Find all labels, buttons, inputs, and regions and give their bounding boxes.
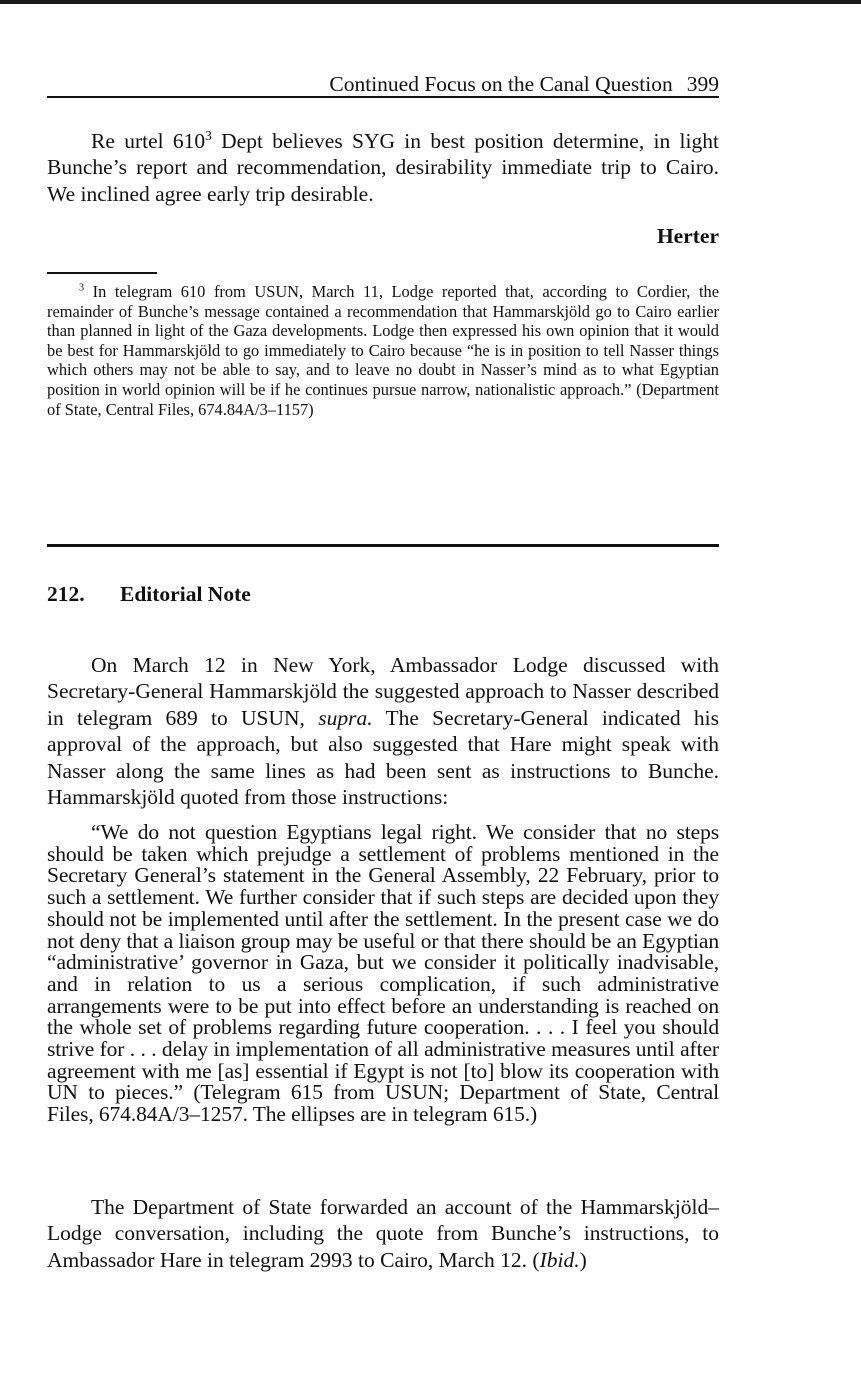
document-title: Editorial Note <box>120 582 251 606</box>
running-head-rule <box>47 96 719 98</box>
footnote-rule <box>47 272 157 274</box>
editorial-paragraph-2 <box>47 1194 719 1273</box>
editorial-text-end: The Secretary-General indicated his approval of the approach, but also suggested that Hare might speak with Nasser along the same lines as had been sent as instructions to Bunche. Hammarskjöld quoted from those instructions: <box>47 705 719 810</box>
editorial-closing-text: The Department of State forwarded an account of the Hammarskjöld–Lodge conversation, including the quote from Bunche’s instructions, to Ambassador Hare in telegram 2993 to Cairo, March 12. ( <box>47 1195 719 1272</box>
telegram-text-start: Re urtel 610 <box>91 129 206 153</box>
supra-reference: supra. <box>318 705 373 730</box>
footnote-marker: 3 <box>79 282 85 294</box>
footnote <box>47 282 719 419</box>
editorial-text-start: On March 12 in New York, Ambassador Lodge discussed with Secretary-General Hammarskjöld the suggested approach to Nasser described in telegram 689 to USUN, <box>47 653 719 730</box>
scan-edge-border <box>0 0 861 4</box>
telegram-paragraph <box>47 128 719 207</box>
running-head <box>47 70 719 98</box>
section-divider <box>47 544 719 547</box>
editorial-paragraph-1 <box>47 652 719 810</box>
document-number: 212. <box>47 582 85 606</box>
page-number: 399 <box>686 72 719 96</box>
running-head-title: Continued Focus on the Canal Question <box>329 72 673 96</box>
signature: Herter <box>656 224 719 248</box>
telegram-text-end: Dept believes SYG in best position determine, in light Bunche’s report and recommendation, desirability immediate trip to Cairo. We inclined agree early trip desirable. <box>47 129 719 206</box>
footnote-text: In telegram 610 from USUN, March 11, Lodge reported that, according to Cordier, the remainder of Bunche’s message contained a recommendation that Hammarskjöld go to Cairo earlier than planned in light of the Gaza developments. Lodge then expressed his own opinion that it would be best for Hammarskjöld to go immediately to Cairo because “he is in position to tell Nasser things which others may not be able to say, and to leave no doubt in Nasser’s mind as to what Egyptian position in world opinion will be if he continues pursue narrow, nationalistic approach.” (Department of State, Central Files, 674.84A/3–1157) <box>47 282 719 419</box>
closing-paren: ) <box>579 1247 587 1272</box>
document-heading <box>47 580 251 608</box>
footnote-reference: 3 <box>205 127 212 143</box>
block-quote: “We do not question Egyptians legal right. We consider that no steps should be taken which prejudge a settlement of problems mentioned in the Secretary General’s statement in the General Assembly, 22 February, prior to such a settlement. We further consider that if such steps are decided upon they should not be implemented until after the settlement. In the present case we do not deny that a liaison group may be useful or that there should be an Egyptian “administrative’ governor in Gaza, but we consider it politically inadvisable, and in relation to us a serious complication, if such administrative arrangements were to be put into effect before an understanding is reached on the whole set of problems regarding future cooperation. . . . I feel you should strive for . . . delay in implementation of all administrative measures until after agreement with me [as] essential if Egypt is not [to] blow its cooperation with UN to pieces.” (Telegram 615 from USUN; Department of State, Central Files, 674.84A/3–1257. The ellipses are in telegram 615.) <box>47 820 719 1127</box>
ibid-reference: Ibid. <box>539 1247 580 1272</box>
